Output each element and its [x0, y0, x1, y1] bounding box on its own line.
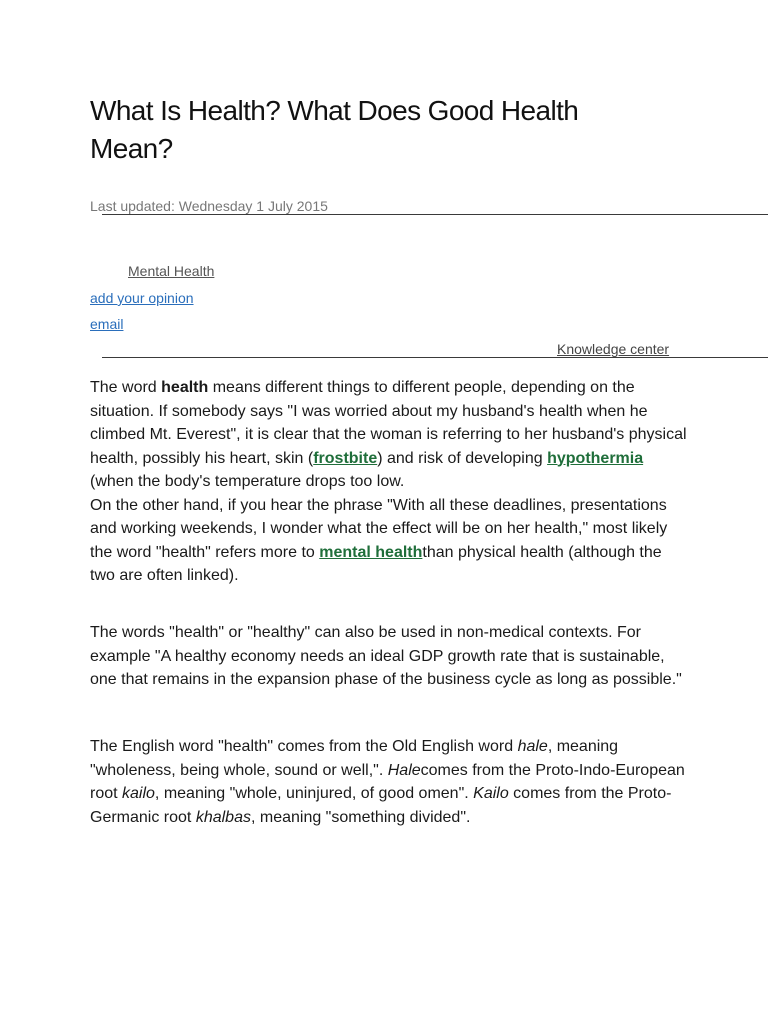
frostbite-link[interactable]: frostbite — [313, 449, 378, 467]
paragraph-non-medical: The words "health" or "healthy" can also be used in non-medical contexts. For example "A healthy economy needs an ideal GDP growth rate that is sustainable, one that remains in the expansion phase of the business cycle as long as possible." — [90, 624, 682, 688]
category-link-mental-health[interactable]: Mental Health — [128, 263, 215, 279]
divider-top — [102, 214, 768, 215]
paragraph-health-meaning: The word health means different things to different people, depending on the situation. If somebody says "I was worried about my husband's health when he climbed Mt. Everest", it is clear that the woman is referring to her husband's physical health, possibly his heart, skin (frostbite) and risk of developing hypothermia (when the body's temperature drops too low. On the other hand, if you hear the phrase "With all these deadlines, presentations and working weekends, I wonder what the effect will be on her health," most likely the word "health" refers more to mental healththan physical health (although the two are often linked). — [90, 379, 687, 584]
add-opinion-link[interactable]: add your opinion — [90, 290, 194, 306]
hypothermia-link[interactable]: hypothermia — [547, 449, 644, 467]
divider-bottom — [102, 357, 768, 358]
article-title: What Is Health? What Does Good Health Mean? — [90, 95, 579, 164]
mental-health-link[interactable]: mental health — [319, 543, 423, 561]
paragraph-etymology: The English word "health" comes from the Old English word hale, meaning "wholeness, being whole, sound or well,". Halecomes from the Proto-Indo-European root kailo, meaning "whole, uninjured, of good omen". Kailo comes from the Proto-Germanic root khalbas, meaning "something divided". — [90, 738, 685, 826]
knowledge-center-link[interactable]: Knowledge center — [557, 341, 670, 357]
email-link[interactable]: email — [90, 316, 124, 332]
last-updated-text: Last updated: Wednesday 1 July 2015 — [90, 198, 328, 214]
bold-term-health: health — [161, 379, 209, 396]
